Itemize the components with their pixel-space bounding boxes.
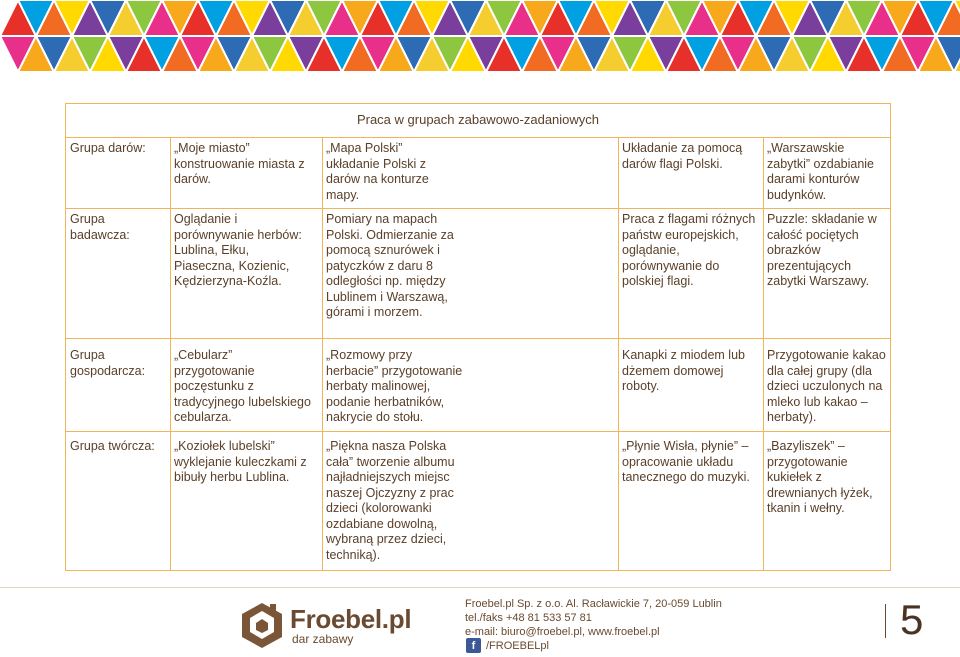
activity-cell: „Rozmowy przy herbacie” przygotowanie herbaty malinowej, podanie herbatników, nakrycie do stołu. xyxy=(326,348,463,424)
activity-cell: „Koziołek lubelski” wyklejanie kuleczkami z bibuły herbu Lublina. xyxy=(174,439,307,484)
group-name: Grupa twórcza: xyxy=(70,439,155,453)
activity-cell: Układanie za pomocą darów flagi Polski. xyxy=(622,141,743,171)
table-divider xyxy=(66,431,890,432)
page-number-separator xyxy=(885,604,886,638)
decorative-triangle-banner xyxy=(0,0,960,75)
activity-cell: „Warszawskie zabytki” ozdabianie darami konturów budynków. xyxy=(767,141,875,202)
activity-cell: „Moje miasto” konstruowanie miasta z darów. xyxy=(174,141,305,186)
activity-cell: „Mapa Polski” układanie Polski z darów na konturze mapy. xyxy=(326,141,429,202)
facebook-link[interactable]: /FROEBELpl xyxy=(486,640,549,652)
group-name: Grupa gospodarcza: xyxy=(70,348,146,378)
logo-name[interactable]: Froebel.pl xyxy=(290,604,412,634)
activity-cell: Puzzle: składanie w całość pociętych obrazków prezentujących zabytki Warszawy. xyxy=(767,212,877,288)
activity-cell: „Cebularz” przygotowanie poczęstunku z tradycyjnego lubelskiego cebularza. xyxy=(174,348,311,424)
activity-cell: Oglądanie i porównywanie herbów: Lublina, Ełku, Piaseczna, Kozienic, Kędzierzyna-Koźla. xyxy=(174,212,302,288)
table-divider xyxy=(66,137,890,138)
company-address: Froebel.pl Sp. z o.o. Al. Racławickie 7, 20-059 Lublin xyxy=(465,598,722,610)
table-divider xyxy=(66,338,890,339)
activity-cell: Przygotowanie kakao dla całej grupy (dla dzieci uczulonych na mleko lub kakao – herbaty). xyxy=(767,348,886,424)
group-name: Grupa darów: xyxy=(70,141,146,155)
activity-table xyxy=(65,103,891,571)
footer-divider xyxy=(0,587,960,588)
phone-number: tel./faks +48 81 533 57 81 xyxy=(465,612,592,624)
table-divider xyxy=(66,208,890,209)
activity-cell: Kanapki z miodem lub dżemem domowej roboty. xyxy=(622,348,745,393)
activity-cell: Pomiary na mapach Polski. Odmierzanie za pomocą sznurówek i patyczków z daru 8 odległości np. między Lublinem i Warszawą, górami i morzem. xyxy=(326,212,454,319)
house-cube-icon xyxy=(240,601,284,649)
activity-cell: „Bazyliszek” – przygotowanie kukiełek z drewnianych łyżek, tkanin i wełny. xyxy=(767,439,873,515)
facebook-icon[interactable]: f xyxy=(466,638,481,653)
activity-cell: „Piękna nasza Polska cała” tworzenie albumu najładniejszych miejsc naszej Ojczyzny z prac dzieci (kolorowanki ozdabiane dowolną, wybraną przez dzieci, techniką). xyxy=(326,439,455,562)
page-number: 5 xyxy=(900,596,924,643)
activity-cell: Praca z flagami różnych państw europejskich, oglądanie, porównywanie do polskiej flagi. xyxy=(622,212,756,288)
activity-cell: „Płynie Wisła, płynie” – opracowanie układu tanecznego do muzyki. xyxy=(622,439,750,484)
table-title: Praca w grupach zabawowo-zadaniowych xyxy=(356,112,600,127)
group-name: Grupa badawcza: xyxy=(70,212,130,242)
logo-tagline: dar zabawy xyxy=(292,632,354,646)
email-website[interactable]: e-mail: biuro@froebel.pl, www.froebel.pl xyxy=(465,626,660,638)
